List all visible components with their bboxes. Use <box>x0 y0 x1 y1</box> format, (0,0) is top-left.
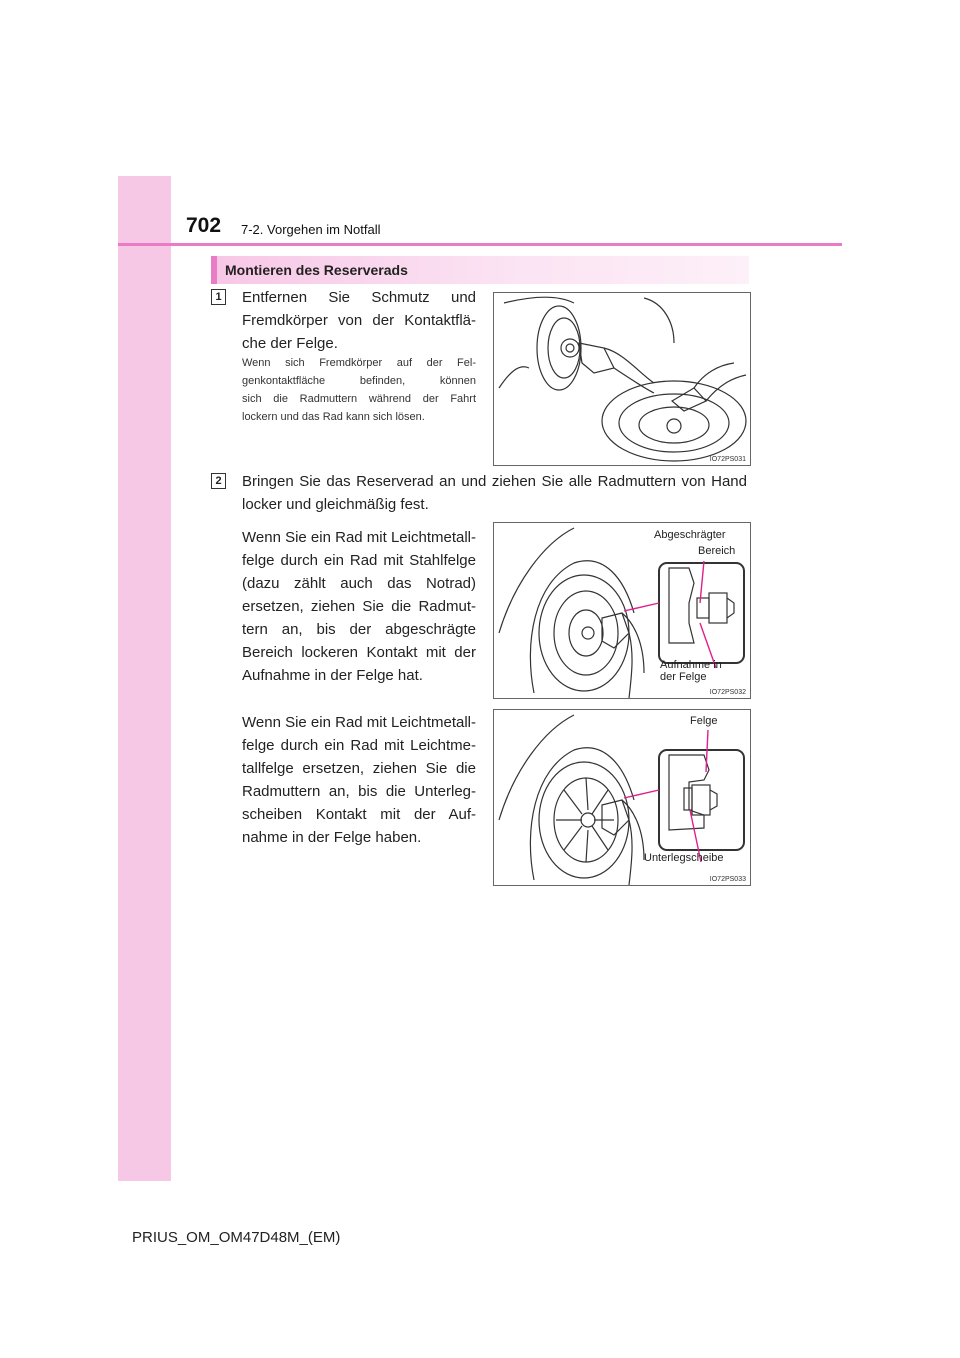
note-line: sich die Radmuttern während der Fahrt <box>242 393 476 405</box>
note-line: lockern und das Rad kann sich lösen. <box>242 411 425 423</box>
section-header: 7-2. Vorgehen im Notfall <box>241 222 381 237</box>
paragraph-line: Aufnahme in der Felge hat. <box>242 667 423 684</box>
step-number-1: 1 <box>211 289 226 305</box>
title-bar-marker <box>211 256 217 284</box>
paragraph-line: Wenn Sie ein Rad mit Leichtmetall- <box>242 529 476 546</box>
label-washer: Unterlegscheibe <box>644 852 724 864</box>
figure-steel-rim <box>493 522 751 699</box>
step-2-paragraph-steel <box>242 526 476 687</box>
step-1-line: Fremdkörper von der Kontaktflä- <box>242 312 476 329</box>
paragraph-line: tern an, bis der abgeschrägte <box>242 621 476 638</box>
paragraph-line: felge durch ein Rad mit Stahlfelge <box>242 552 476 569</box>
figure-code: IO72PS031 <box>709 456 746 463</box>
section-title: Montieren des Reserverads <box>225 262 408 278</box>
paragraph-line: scheiben Kontakt mit der Auf- <box>242 806 476 823</box>
label-bevelled-area-line1: Abgeschrägter <box>654 529 726 541</box>
note-line: genkontaktfläche befinden, können <box>242 375 476 387</box>
paragraph-line: Wenn Sie ein Rad mit Leichtmetall- <box>242 714 476 731</box>
paragraph-line: (dazu zählt auch das Notrad) <box>242 575 476 592</box>
note-line: Wenn sich Fremdkörper auf der Fel- <box>242 357 476 369</box>
label-rim-seat-line1: Aufnahme in <box>660 659 722 671</box>
step-1-line: che der Felge. <box>242 335 338 352</box>
label-bevelled-area-line2: Bereich <box>698 545 736 557</box>
paragraph-line: Bereich lockeren Kontakt mit der <box>242 644 476 661</box>
label-rim-seat-line2: der Felge <box>660 671 707 683</box>
paragraph-line: nahme in der Felge haben. <box>242 829 422 846</box>
paragraph-line: ersetzen, ziehen Sie die Radmut- <box>242 598 476 615</box>
side-color-band <box>118 176 171 1181</box>
header-rule <box>118 243 842 246</box>
paragraph-line: felge durch ein Rad mit Leichtme- <box>242 737 476 754</box>
section-title-bar <box>211 256 749 284</box>
page-number: 702 <box>186 214 222 237</box>
figure-clean-hub <box>493 292 751 466</box>
paragraph-line: tallfelge ersetzen, ziehen Sie die <box>242 760 476 777</box>
figure-code: IO72PS032 <box>709 689 746 696</box>
step-2-line: locker und gleichmäßig fest. <box>242 496 429 513</box>
step-1-text <box>242 286 476 355</box>
step-number-2: 2 <box>211 473 226 489</box>
clean-hub-illustration <box>494 293 750 465</box>
footer-document-id: PRIUS_OM_OM47D48M_(EM) <box>132 1229 341 1246</box>
step-2-text <box>242 470 747 516</box>
step-1-note <box>242 354 476 426</box>
step-2-line: Bringen Sie das Reserverad an und ziehen Sie alle Radmuttern von Hand <box>242 473 747 490</box>
step-1-line: Entfernen Sie Schmutz und <box>242 289 476 306</box>
step-2-paragraph-alloy <box>242 711 476 849</box>
paragraph-line: Radmuttern an, bis die Unterleg- <box>242 783 476 800</box>
label-rim: Felge <box>690 715 718 727</box>
figure-alloy-rim <box>493 709 751 886</box>
figure-code: IO72PS033 <box>709 876 746 883</box>
